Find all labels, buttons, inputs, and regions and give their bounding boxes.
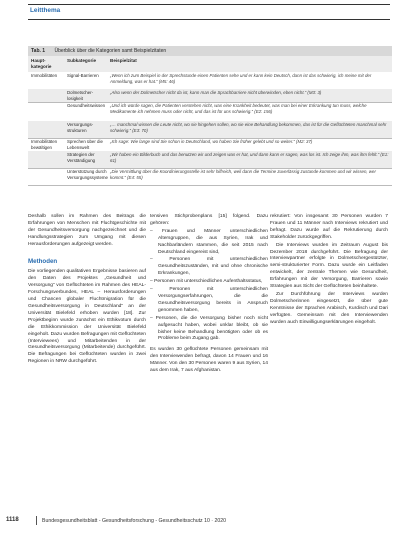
table-cell: „Wenn ich zum Beispiel in der Sprechstunde einen Patienten sehe und er kann kein Deutsch, dann ist das schwierig, ich meine mit der Anmeldung, was er hat.“ (M5: 46) xyxy=(110,73,372,85)
list-item: – Personen, die die Versorgung bisher noch nicht aufgesucht haben, wobei unklar bleibt, ob sie bisher keine Behandlung benötigten oder ob es Probleme beim Zugang gab. xyxy=(150,315,268,342)
table-cell: Immobilitäten bewältigen xyxy=(31,139,58,151)
list-item-text: Frauen und Männer unterschiedlichen Altersgruppen, die aus Syrien, Irak und Nachbarländern stammen, die seit 2015 nach Deutschland eingereist sind, xyxy=(158,228,268,255)
table-cell: „… manchmal wissen die Leute nicht, wo sie hingehen sollen, wo sie eine Behandlung bekommen, das ist für die Geflüchteten manchmal sehr schwierig.“ (E3: 70) xyxy=(110,122,387,134)
list-item-text: Personen mit unterschiedlichen Gesundheitszuständen, mit und ohne chronische Erkrankungen, xyxy=(158,257,268,277)
categories-table xyxy=(28,46,392,210)
table-cell: Strategien der Verständigung xyxy=(67,152,96,164)
methods-heading: Methoden xyxy=(28,257,58,265)
paragraph: Zur Durchführung der Interviews wurden Dolmetscherinnen eingesetzt, die über gute Kenntnisse der Sprachen Arabisch, Kurdisch und Dari verfügten. Gemeinsam mit den Interviewenden wurden auch Einwilligungserklärungen eingeholt. xyxy=(270,291,388,325)
table-row xyxy=(28,121,392,139)
table-row xyxy=(28,138,392,152)
table-row xyxy=(28,72,392,90)
paragraph: Es wurden 30 geflüchtete Personen gemeinsam mit den Interviewenden befragt, davon 14 Frauen und 16 Männer. Von den 30 Personen waren 9 aus Syrien, 14 aus dem Irak, 7 aus Afghanistan. xyxy=(150,347,268,374)
table-cell: Signal-Barrieren xyxy=(67,73,99,78)
paragraph: rekrutiert: Von insgesamt 30 Personen wurden 7 Frauen und 11 Männer nach Interviews rekrutiert und befragt. Dazu wurde auf die Rekrutierung durch Stakeholder zurückgegriffen. xyxy=(270,214,388,240)
section-label: Leitthema xyxy=(30,7,61,14)
text-column-2 xyxy=(150,214,268,376)
page-footer xyxy=(0,515,413,529)
table-cell: Immobilitäten xyxy=(31,73,58,78)
table-caption-text: Überblick über die Kategorien samt Beispielzitaten xyxy=(54,48,167,54)
table-cell: „Also wenn der Dolmetscher nicht da ist, kann man die Sprachbarriere nicht überwinden, eben nicht.“ (M3: 3) xyxy=(110,90,322,95)
table-row xyxy=(28,168,392,186)
list-item: – Frauen und Männer unterschiedlichen Altersgruppen, die aus Syrien, Irak und Nachbarländern stammen, die seit 2015 nach Deutschland eingereist sind, xyxy=(150,228,268,255)
table-cell: „Die Vermittlung über die Koordinierungsstelle ist sehr hilfreich, weil dann die Termine zuverlässig zustande kommen und wir wissen, wer kommt.“ (E4: 55) xyxy=(110,169,376,181)
table-row xyxy=(28,89,392,103)
footer-divider xyxy=(36,516,37,525)
list-item-text: Personen mit unterschiedlichen Versorgungserfahrungen, die die Gesundheitsversorgung bereits in Anspruch genommen haben, xyxy=(158,287,268,313)
paragraph: Die Interviews wurden im Zeitraum August bis Dezember 2018 durchgeführt. Die Befragung der Interviewpartner erfolgte in Dolmetschergestützter, semi-strukturierter Form. Dazu wurde ein Leitfaden entwickelt, der zentrale Themen wie Gesundheit, Erfahrungen mit der Versorgung, Barrieren sowie Strategien aus Sicht der Geflüchteten beinhaltete. xyxy=(270,242,388,290)
list-item: – Personen mit unterschiedlichen Aufenthaltsstatus, xyxy=(150,279,263,285)
text-column-1 xyxy=(28,214,146,367)
list-item-text: Personen mit unterschiedlichen Aufenthaltsstatus, xyxy=(154,279,263,285)
list-item-text: Personen, die die Versorgung bisher noch nicht aufgesucht haben, wobei unklar bleibt, ob sie bisher keine Behandlung benötigten oder ob es Probleme beim Zugang gab. xyxy=(155,315,268,342)
table-header-cell: Beispielzitat xyxy=(110,58,137,63)
table-cell: Gesundheitswissen xyxy=(67,103,106,108)
page-header-rule xyxy=(28,4,390,20)
table-header-cell: Haupt-kategorie xyxy=(31,58,52,69)
table-row xyxy=(28,151,392,169)
paragraph: tensiven Stichprobenplans [15] folgend. Dazu gehören: xyxy=(150,214,268,226)
table-row xyxy=(28,102,392,122)
table-header-cell: Subkategorie xyxy=(67,58,97,63)
list-item: – Personen mit unterschiedlichen Gesundheitszuständen, mit und ohne chronische Erkrankungen, xyxy=(150,257,268,277)
paragraph: Deshalb sollen im Rahmen des Beitrags die Erfahrungen von Menschen mit Fluchtgeschichte mit der Gesundheitsversorgung nachgezeichnet und die Handlungsstrategien zum Umgang mit diesen Herausforderungen aufgezeigt werden. xyxy=(28,214,146,247)
table-header-row xyxy=(28,56,392,72)
journal-name: Bundesgesundheitsblatt - Gesundheitsforschung - Gesundheitsschutz 10 · 2020 xyxy=(42,518,226,524)
table-cell: „Ich sage: Wie lange sind Sie schon in Deutschland, wo haben Sie früher gelebt und so weiter.“ (M2: 37) xyxy=(110,139,313,144)
table-cell: Unterstützung durch Versorgungssysteme xyxy=(67,169,108,181)
table-cell: „Wir haben ein Bilderbuch und das benutzen wir und zeigen was er hat, und dann kann er sagen, was los ist. Ich zeige ihm, was ihm fehlt.“ (E1: 61) xyxy=(110,152,389,164)
table-cell: „Und ich würde sagen, die Patienten verstehen nicht, was eine Krankheit bedeutet, was man bei einer Erkrankung tun muss, welche Medikamente ich nehmen muss oder nicht, und das ist für uns schwierig.“ (E2: 156) xyxy=(110,103,367,115)
paragraph: Die vorliegenden qualitativen Ergebnisse basieren auf den Daten des Projektes „Gesundheit und Versorgung“ von Geflüchteten im Rahmen des HEAL-Forschungsverbundes, HEAL – Herausforderungen und Chancen globaler Fluchtmigration für die Gesundheitsversorgung in Deutschland“ an der Universität Bielefeld erhoben wurden [18]. Zur Projektbeginn wurde zunächst ein Ethikvotum durch die Ethikkommission der Universität Bielefeld eingeholt. Dazu wurden Befragungen mit Geflüchteten (Interviewees) und Mitarbeitenden in der Gesundheitsversorgung (Mitarbeitende) durchgeführt. Die Befragungen bei Geflüchteten wurden in zwei Regionen in NRW durchgeführt. xyxy=(28,269,146,365)
table-caption xyxy=(28,46,392,56)
table-caption-label: Tab. 1 xyxy=(31,48,46,54)
page-number: 1118 xyxy=(6,517,19,523)
table-cell: Dolmetscher-losigkeit xyxy=(67,90,94,102)
list-item: – Personen mit unterschiedlichen Versorgungserfahrungen, die die Gesundheitsversorgung bereits in Anspruch genommen haben, xyxy=(150,287,268,313)
table-cell: Versorgungs-strukturen xyxy=(67,122,94,134)
text-column-3 xyxy=(270,214,388,328)
table-cell: Sprechen über die Lebenswelt xyxy=(67,139,103,151)
